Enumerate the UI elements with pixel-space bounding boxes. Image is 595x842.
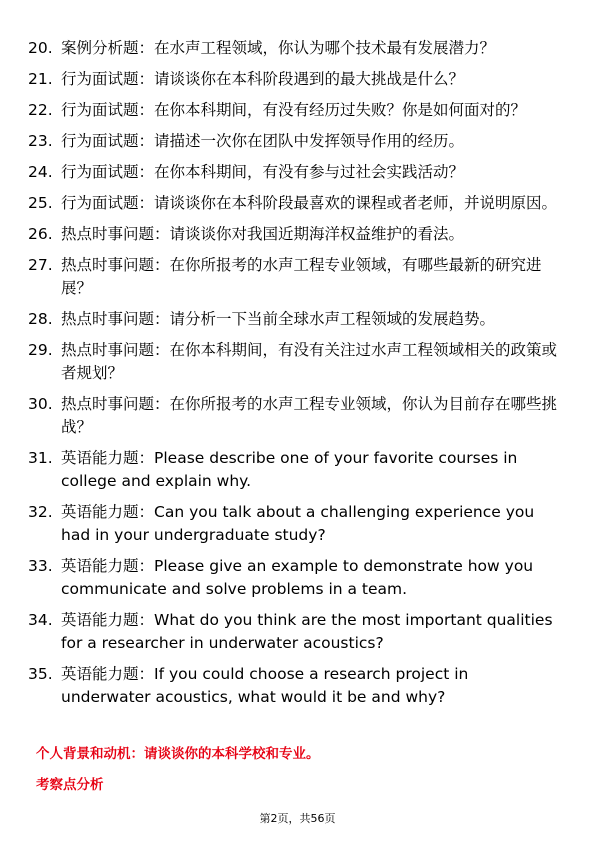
list-item: 25. 行为面试题：请谈谈你在本科阶段最喜欢的课程或者老师，并说明原因。 <box>28 194 558 212</box>
list-item: 24. 行为面试题：在你本科期间，有没有参与过社会实践活动？ <box>28 163 465 181</box>
list-item: 34. 英语能力题：What do you think are the most important qualities for a researcher in underwater acoustics? <box>28 611 553 652</box>
list-item: 32. 英语能力题：Can you talk about a challenging experience you had in your undergraduate study? <box>28 503 535 544</box>
list-item: 27. 热点时事问题：在你所报考的水声工程专业领域，有哪些最新的研究进展？ <box>28 256 542 297</box>
page-footer: 第2页，共56页 <box>259 812 336 825</box>
list-item: 31. 英语能力题：Please describe one of your favorite courses in college and explain why. <box>28 449 518 490</box>
list-item: 33. 英语能力题：Please give an example to demonstrate how you communicate and solve problems in a team. <box>28 557 534 598</box>
section-heading: 个人背景和动机：请谈谈你的本科学校和专业。 <box>36 746 320 762</box>
list-item: 29. 热点时事问题：在你本科期间，有没有关注过水声工程领域相关的政策或者规划？ <box>28 341 558 382</box>
list-item: 28. 热点时事问题：请分析一下当前全球水声工程领域的发展趋势。 <box>28 310 496 328</box>
list-item: 23. 行为面试题：请描述一次你在团队中发挥领导作用的经历。 <box>28 132 465 150</box>
list-item: 35. 英语能力题：If you could choose a research project in underwater acoustics, what would it be and why? <box>28 665 469 706</box>
list-item: 22. 行为面试题：在你本科期间，有没有经历过失败？你是如何面对的？ <box>28 101 527 119</box>
list-item: 26. 热点时事问题：请谈谈你对我国近期海洋权益维护的看法。 <box>28 225 465 243</box>
question-list <box>28 37 558 717</box>
list-item: 21. 行为面试题：请谈谈你在本科阶段遇到的最大挑战是什么？ <box>28 70 465 88</box>
list-item: 30. 热点时事问题：在你所报考的水声工程专业领域，你认为目前存在哪些挑战？ <box>28 395 558 436</box>
list-item: 20. 案例分析题：在水声工程领域，你认为哪个技术最有发展潜力？ <box>28 39 496 57</box>
subheading: 考察点分析 <box>36 777 104 793</box>
